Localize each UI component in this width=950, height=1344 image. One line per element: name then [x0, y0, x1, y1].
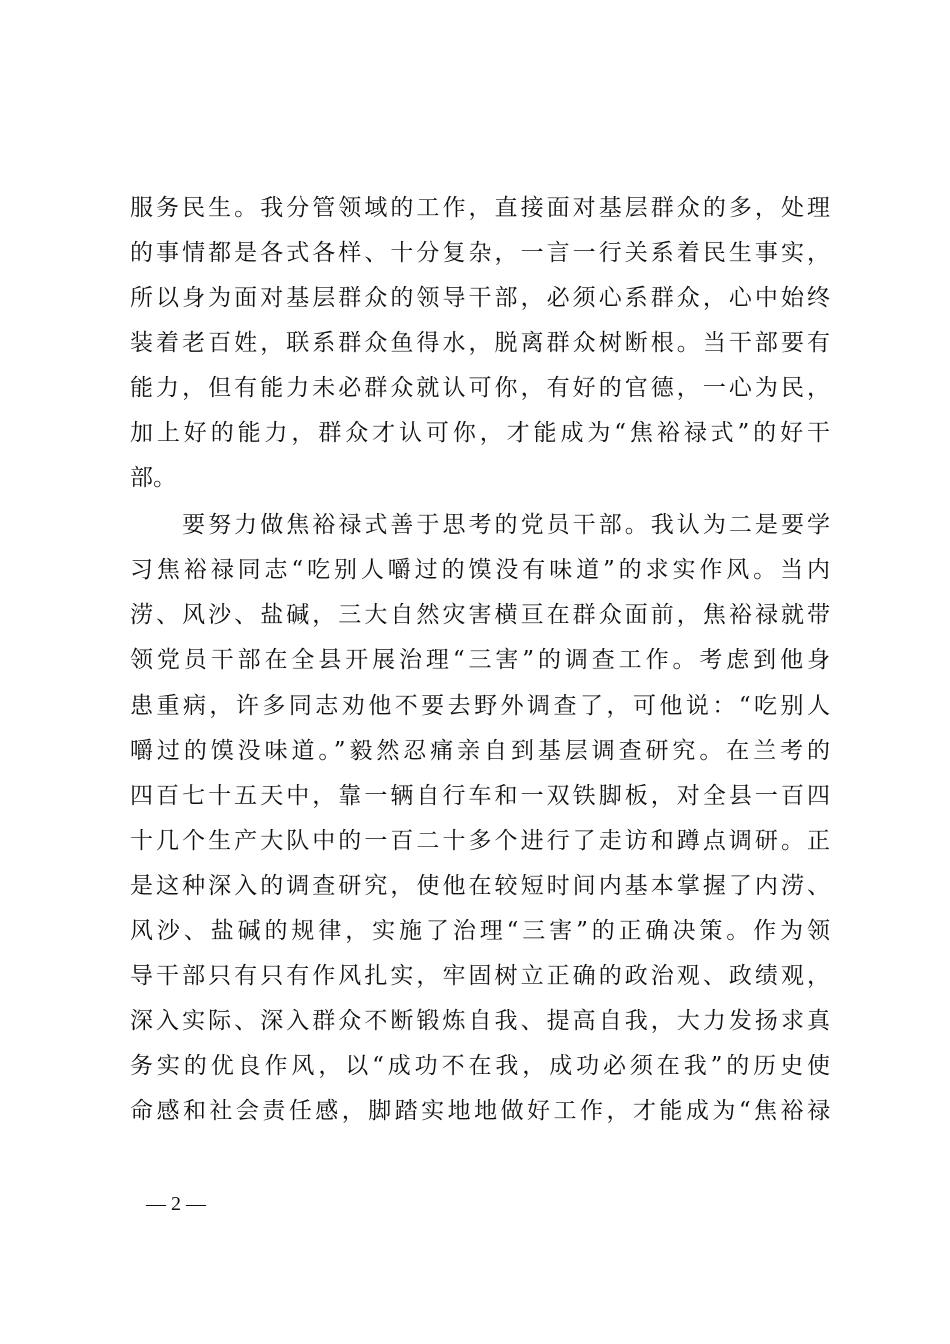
text-line: 嚼过的馍没味道。”毅然忍痛亲自到基层调查研究。在兰考的 [130, 738, 830, 764]
text-line: 服务民生。我分管领域的工作，直接面对基层群众的多，处理 [130, 195, 830, 221]
text-line: 要努力做焦裕禄式善于思考的党员干部。我认为二是要学 [130, 512, 830, 538]
text-line: 深入实际、深入群众不断锻炼自我、提高自我，大力发扬求真 [130, 1008, 830, 1034]
text-line: 部。 [130, 465, 176, 491]
text-line: 能力，但有能力未必群众就认可你，有好的官德，一心为民， [130, 375, 830, 401]
text-line: 装着老百姓，联系群众鱼得水，脱离群众树断根。当干部要有 [130, 330, 830, 356]
text-line: 命感和社会责任感，脚踏实地地做好工作，才能成为“焦裕禄 [130, 1098, 830, 1124]
text-line: 务实的优良作风，以“成功不在我，成功必须在我”的历史使 [130, 1053, 830, 1079]
page-number: — 2 — [146, 1193, 206, 1215]
text-line: 涝、风沙、盐碱，三大自然灾害横亘在群众面前，焦裕禄就带 [130, 602, 830, 628]
text-line: 领党员干部在全县开展治理“三害”的调查工作。考虑到他身 [130, 647, 830, 673]
text-line: 十几个生产大队中的一百二十多个进行了走访和蹲点调研。正 [130, 828, 830, 854]
text-line: 患重病，许多同志劝他不要去野外调查了，可他说：“吃别人 [130, 693, 830, 719]
text-line: 导干部只有只有作风扎实，牢固树立正确的政治观、政绩观， [130, 963, 830, 989]
text-line: 风沙、盐碱的规律，实施了治理“三害”的正确决策。作为领 [130, 918, 830, 944]
text-line: 习焦裕禄同志“吃别人嚼过的馍没有味道”的求实作风。当内 [130, 557, 830, 583]
text-line: 四百七十五天中，靠一辆自行车和一双铁脚板，对全县一百四 [130, 783, 830, 809]
text-line: 的事情都是各式各样、十分复杂，一言一行关系着民生事实， [130, 240, 830, 266]
text-line: 加上好的能力，群众才认可你，才能成为“焦裕禄式”的好干 [130, 420, 830, 446]
text-line: 是这种深入的调查研究，使他在较短时间内基本掌握了内涝、 [130, 873, 830, 899]
text-line: 所以身为面对基层群众的领导干部，必须心系群众，心中始终 [130, 285, 830, 311]
